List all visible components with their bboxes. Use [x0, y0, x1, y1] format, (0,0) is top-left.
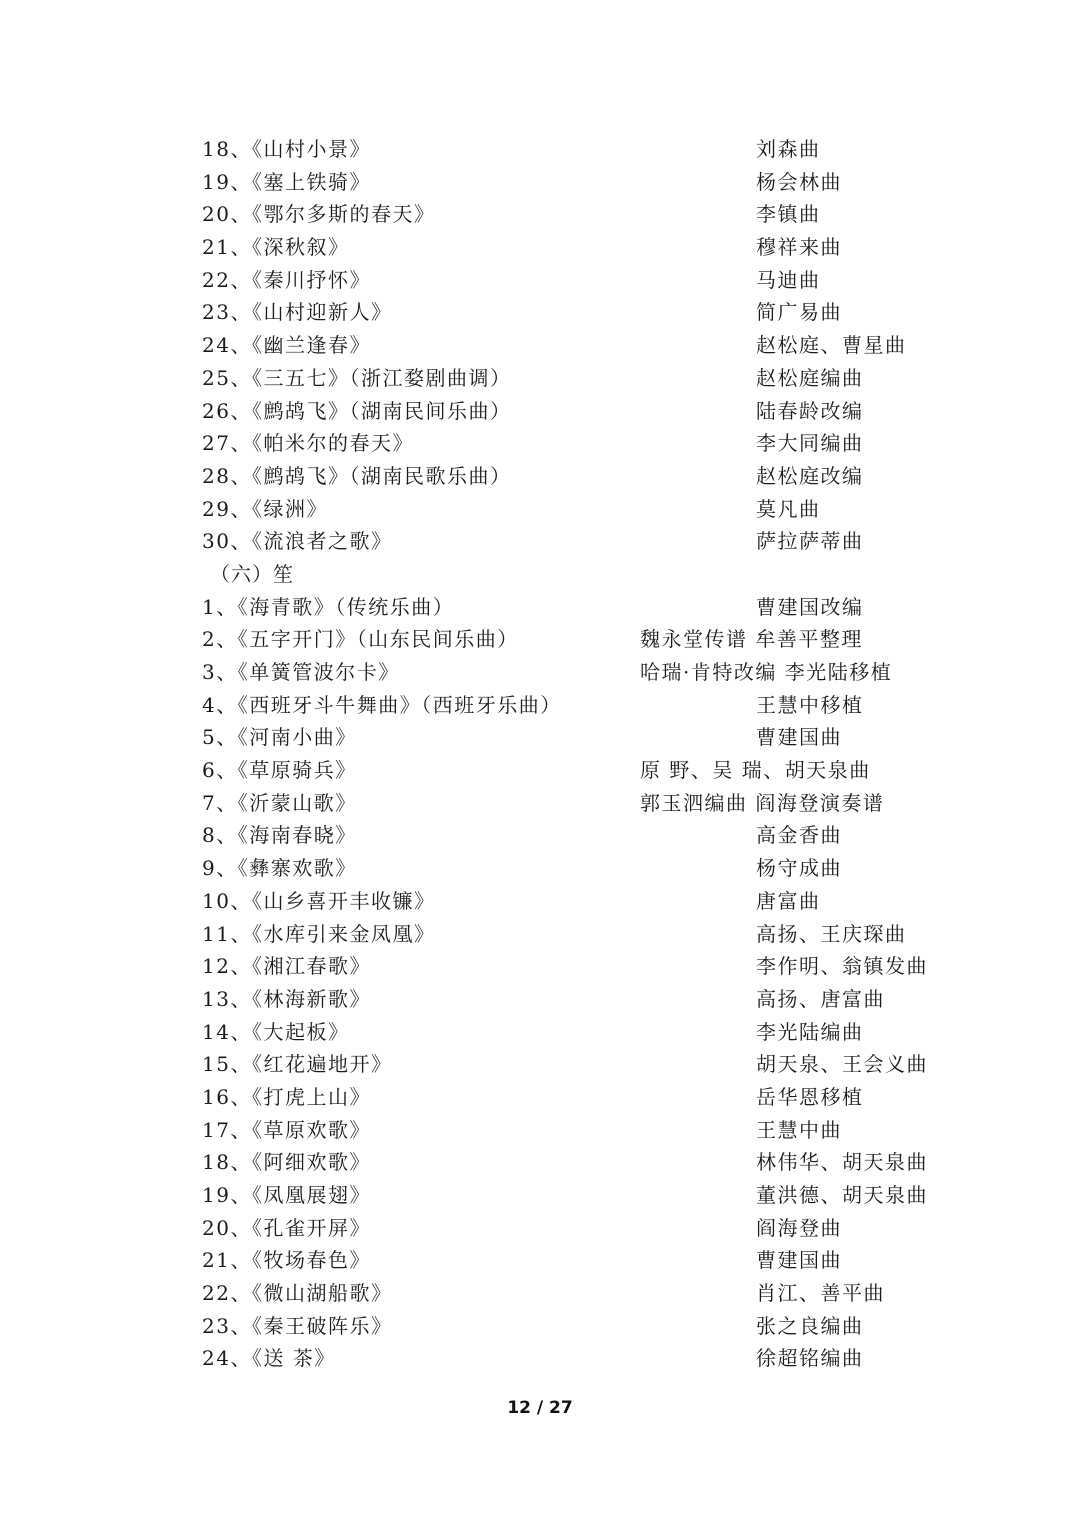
piece-title: 20、《鄂尔多斯的春天》	[202, 202, 436, 227]
piece-composer: 赵松庭、曹星曲	[756, 333, 907, 358]
piece-composer: 胡天泉、王会义曲	[756, 1052, 928, 1077]
list-item	[0, 787, 1080, 820]
piece-composer: 原 野、吴 瑞、胡天泉曲	[640, 758, 871, 783]
piece-title: 17、《草原欢歌》	[202, 1117, 371, 1142]
piece-title: 22、《微山湖船歌》	[202, 1281, 393, 1306]
list-item	[0, 133, 1080, 166]
piece-composer: 高扬、唐富曲	[756, 986, 885, 1011]
piece-title: 21、《深秋叙》	[202, 235, 350, 260]
piece-title: 23、《秦王破阵乐》	[202, 1313, 393, 1338]
piece-composer: 王慧中曲	[756, 1117, 842, 1142]
list-item	[0, 1342, 1080, 1375]
list-item	[0, 1244, 1080, 1277]
piece-composer: 高扬、王庆琛曲	[756, 921, 907, 946]
list-item	[0, 983, 1080, 1016]
list-item	[0, 918, 1080, 951]
list-item	[0, 623, 1080, 656]
list-item	[0, 1016, 1080, 1049]
piece-composer: 穆祥来曲	[756, 235, 842, 260]
piece-composer: 陆春龄改编	[756, 398, 864, 423]
piece-composer: 刘森曲	[756, 137, 821, 161]
piece-composer: 魏永堂传谱 牟善平整理	[640, 627, 863, 652]
piece-composer: 肖江、善平曲	[756, 1281, 885, 1306]
piece-title: 8、《海南春晓》	[202, 823, 357, 848]
piece-title: 12、《湘江春歌》	[202, 954, 371, 979]
piece-title: 13、《林海新歌》	[202, 986, 371, 1011]
piece-composer: 阎海登曲	[756, 1215, 842, 1240]
piece-composer: 王慧中移植	[756, 692, 864, 717]
list-item	[0, 1048, 1080, 1081]
piece-title: 23、《山村迎新人》	[202, 300, 393, 325]
piece-title: 22、《秦川抒怀》	[202, 267, 371, 292]
piece-composer: 张之良编曲	[756, 1313, 864, 1338]
piece-title: 15、《红花遍地开》	[202, 1052, 393, 1077]
list-item	[0, 231, 1080, 264]
piece-title: 6、《草原骑兵》	[202, 758, 357, 783]
piece-title: 4、《西班牙斗牛舞曲》（西班牙乐曲）	[202, 692, 562, 717]
piece-composer: 赵松庭编曲	[756, 365, 864, 390]
list-item	[0, 885, 1080, 918]
list-item	[0, 329, 1080, 362]
piece-composer: 曹建国曲	[756, 725, 842, 750]
piece-composer: 岳华恩移植	[756, 1084, 864, 1109]
piece-composer: 莫凡曲	[756, 496, 821, 521]
piece-title: 28、《鹧鸪飞》（湖南民歌乐曲）	[202, 463, 512, 488]
section-heading	[0, 558, 1080, 591]
list-item	[0, 852, 1080, 885]
list-item	[0, 1179, 1080, 1212]
list-item	[0, 427, 1080, 460]
piece-composer: 李光陆编曲	[756, 1019, 864, 1044]
list-item	[0, 1114, 1080, 1147]
list-item	[0, 1277, 1080, 1310]
piece-title: 25、《三五七》（浙江婺剧曲调）	[202, 365, 512, 390]
piece-title: 18、《山村小景》	[202, 137, 371, 161]
piece-title: 24、《送 茶》	[202, 1346, 336, 1371]
list-item	[0, 819, 1080, 852]
piece-composer: 赵松庭改编	[756, 463, 864, 488]
piece-composer: 李大同编曲	[756, 431, 864, 456]
piece-title: 11、《水库引来金凤凰》	[202, 921, 436, 946]
piece-title: 27、《帕米尔的春天》	[202, 431, 414, 456]
piece-title: 19、《凤凰展翅》	[202, 1183, 371, 1207]
list-item	[0, 493, 1080, 526]
list-item	[0, 721, 1080, 754]
list-item	[0, 1081, 1080, 1114]
piece-composer: 李作明、翁镇发曲	[756, 954, 928, 979]
piece-title: 30、《流浪者之歌》	[202, 529, 393, 554]
piece-composer: 萨拉萨蒂曲	[756, 529, 864, 554]
list-item	[0, 1146, 1080, 1179]
piece-composer: 杨守成曲	[756, 856, 842, 881]
piece-title: 26、《鹧鸪飞》（湖南民间乐曲）	[202, 398, 512, 423]
piece-title: 7、《沂蒙山歌》	[202, 790, 357, 815]
piece-title: 19、《塞上铁骑》	[202, 169, 371, 194]
piece-title: 14、《大起板》	[202, 1019, 350, 1044]
list-item	[0, 395, 1080, 428]
piece-composer: 曹建国改编	[756, 594, 864, 619]
list-item	[0, 166, 1080, 199]
piece-title: 24、《幽兰逢春》	[202, 333, 371, 358]
piece-composer: 高金香曲	[756, 823, 842, 848]
list-item	[0, 1310, 1080, 1343]
piece-title: 1、《海青歌》（传统乐曲）	[202, 594, 455, 619]
section-heading-text: （六）笙	[210, 561, 294, 586]
list-item	[0, 525, 1080, 558]
piece-composer: 马迪曲	[756, 267, 821, 292]
piece-title: 9、《彝寨欢歌》	[202, 856, 357, 881]
piece-title: 18、《阿细欢歌》	[202, 1150, 371, 1175]
list-item	[0, 1212, 1080, 1245]
list-item	[0, 689, 1080, 722]
list-item	[0, 656, 1080, 689]
list-item	[0, 296, 1080, 329]
piece-composer: 李镇曲	[756, 202, 821, 227]
piece-title: 10、《山乡喜开丰收镰》	[202, 888, 436, 913]
list-item	[0, 754, 1080, 787]
list-item	[0, 950, 1080, 983]
piece-composer: 哈瑞·肯特改编 李光陆移植	[640, 660, 893, 684]
piece-title: 20、《孔雀开屏》	[202, 1215, 371, 1240]
piece-composer: 郭玉泗编曲 阎海登演奏谱	[640, 790, 885, 815]
piece-title: 2、《五字开门》（山东民间乐曲）	[202, 627, 519, 652]
page-number: 12 / 27	[507, 1398, 573, 1418]
piece-composer: 杨会林曲	[756, 169, 842, 194]
list-item	[0, 264, 1080, 297]
piece-composer: 董洪德、胡天泉曲	[756, 1183, 928, 1207]
list-item	[0, 460, 1080, 493]
list-item	[0, 198, 1080, 231]
piece-title: 16、《打虎上山》	[202, 1084, 371, 1109]
piece-composer: 曹建国曲	[756, 1248, 842, 1273]
piece-title: 21、《牧场春色》	[202, 1248, 371, 1273]
piece-composer: 徐超铭编曲	[756, 1346, 864, 1371]
list-item	[0, 362, 1080, 395]
list-item	[0, 591, 1080, 624]
piece-title: 29、《绿洲》	[202, 496, 328, 521]
piece-composer: 林伟华、胡天泉曲	[756, 1150, 928, 1175]
piece-title: 5、《河南小曲》	[202, 725, 357, 750]
piece-composer: 唐富曲	[756, 888, 821, 913]
piece-title: 3、《单簧管波尔卡》	[202, 660, 400, 684]
piece-composer: 简广易曲	[756, 300, 842, 325]
repertoire-list	[0, 133, 1080, 1375]
